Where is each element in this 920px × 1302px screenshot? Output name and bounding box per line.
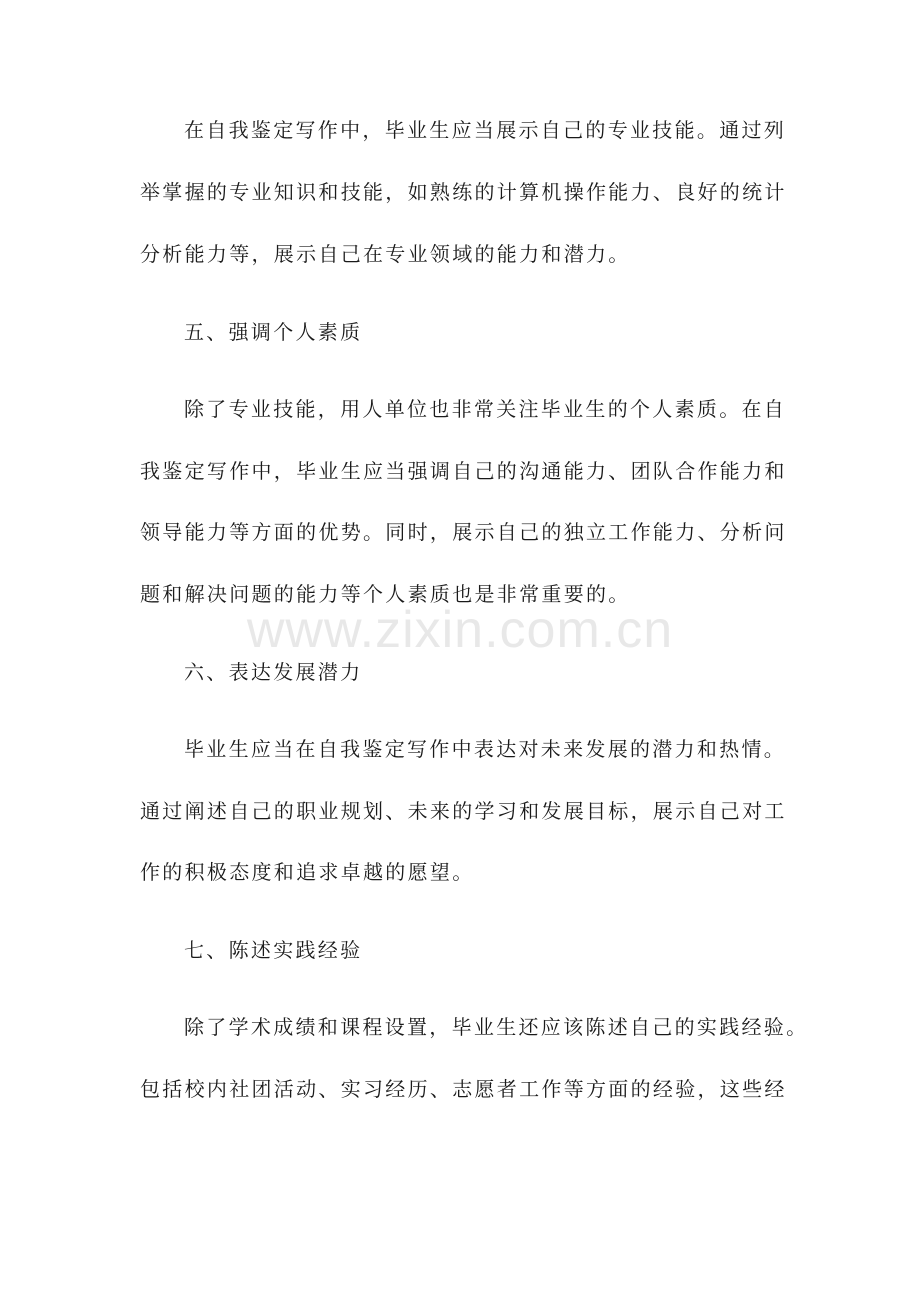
paragraph-line: 领导能力等方面的优势。同时，展示自己的独立工作能力、分析问 xyxy=(140,520,787,544)
paragraph-line: 除了专业技能，用人单位也非常关注毕业生的个人素质。在自 xyxy=(184,397,787,421)
paragraph-line: 我鉴定写作中，毕业生应当强调自己的沟通能力、团队合作能力和 xyxy=(140,459,787,483)
paragraph-line: 毕业生应当在自我鉴定写作中表达对未来发展的潜力和热情。 xyxy=(184,737,787,761)
paragraph-line: 包括校内社团活动、实习经历、志愿者工作等方面的经验，这些经 xyxy=(140,1077,787,1101)
watermark-text: www.zixin.com.cn xyxy=(246,601,674,659)
paragraph-line: 除了学术成绩和课程设置，毕业生还应该陈述自己的实践经验。 xyxy=(184,1015,809,1039)
section-heading: 六、表达发展潜力 xyxy=(184,660,363,684)
paragraph-line: 题和解决问题的能力等个人素质也是非常重要的。 xyxy=(140,582,631,606)
section-heading: 五、强调个人素质 xyxy=(184,320,363,344)
paragraph-line: 作的积极态度和追求卓越的愿望。 xyxy=(140,860,475,884)
paragraph-line: 在自我鉴定写作中，毕业生应当展示自己的专业技能。通过列 xyxy=(184,118,787,142)
paragraph-line: 分析能力等，展示自己在专业领域的能力和潜力。 xyxy=(140,242,631,266)
paragraph-line: 通过阐述自己的职业规划、未来的学习和发展目标，展示自己对工 xyxy=(140,799,787,823)
section-heading: 七、陈述实践经验 xyxy=(184,938,363,962)
paragraph-line: 举掌握的专业知识和技能，如熟练的计算机操作能力、良好的统计 xyxy=(140,180,787,204)
